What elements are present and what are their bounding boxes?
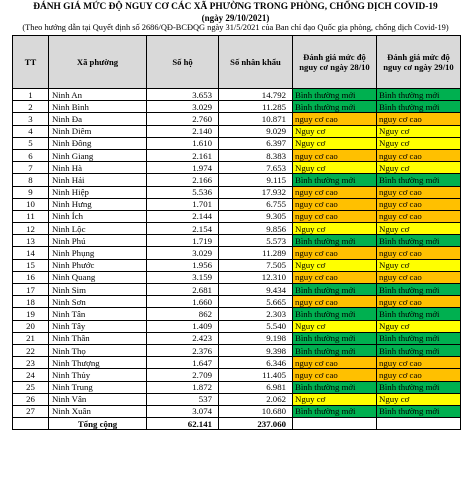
cell-assessment-29-10: Nguy cơ <box>377 125 461 137</box>
cell-ward: Ninh Trung <box>49 381 147 393</box>
cell-population: 10.680 <box>219 405 293 417</box>
table-row <box>13 344 461 356</box>
cell-households: 2.376 <box>147 344 219 356</box>
cell-households: 2.166 <box>147 174 219 186</box>
cell-assessment-29-10: Bình thường mới <box>377 235 461 247</box>
cell-assessment-28-10: Bình thường mới <box>293 235 377 247</box>
cell-tt: 27 <box>13 405 49 417</box>
cell-assessment-29-10: Nguy cơ <box>377 162 461 174</box>
cell-population: 9.198 <box>219 332 293 344</box>
cell-assessment-28-10: nguy cơ cao <box>293 186 377 198</box>
cell-population: 2.303 <box>219 308 293 320</box>
cell-assessment-28-10: Bình thường mới <box>293 332 377 344</box>
cell-assessment-29-10: Nguy cơ <box>377 393 461 405</box>
cell-tt: 5 <box>13 137 49 149</box>
cell-tt: 6 <box>13 149 49 161</box>
cell-ward: Ninh Vân <box>49 393 147 405</box>
cell-ward: Ninh Sơn <box>49 296 147 308</box>
table-row <box>13 357 461 369</box>
cell-assessment-29-10: nguy cơ cao <box>377 369 461 381</box>
table-row <box>13 308 461 320</box>
cell-tt: 3 <box>13 113 49 125</box>
table-row <box>13 381 461 393</box>
cell-population: 11.285 <box>219 101 293 113</box>
cell-assessment-29-10: Bình thường mới <box>377 101 461 113</box>
table-row <box>13 223 461 235</box>
cell-assessment-29-10: Bình thường mới <box>377 381 461 393</box>
cell-tt: 20 <box>13 320 49 332</box>
table-row <box>13 149 461 161</box>
cell-population: 6.346 <box>219 357 293 369</box>
cell-tt: 12 <box>13 223 49 235</box>
cell-households: 1.409 <box>147 320 219 332</box>
table-row <box>13 332 461 344</box>
cell-tt: 7 <box>13 162 49 174</box>
cell-tt: 11 <box>13 210 49 222</box>
cell-population: 11.405 <box>219 369 293 381</box>
cell-assessment-29-10: Bình thường mới <box>377 89 461 101</box>
cell-ward: Ninh Thân <box>49 332 147 344</box>
cell-households: 1.701 <box>147 198 219 210</box>
cell-ward: Ninh Hưng <box>49 198 147 210</box>
cell-assessment-29-10: Nguy cơ <box>377 259 461 271</box>
cell-assessment-28-10: Nguy cơ <box>293 320 377 332</box>
total-label: Tổng cộng <box>49 418 147 430</box>
cell-assessment-28-10: nguy cơ cao <box>293 247 377 259</box>
cell-assessment-29-10: Nguy cơ <box>377 137 461 149</box>
cell-households: 2.161 <box>147 149 219 161</box>
cell-assessment-29-10: Bình thường mới <box>377 284 461 296</box>
cell-households: 3.029 <box>147 247 219 259</box>
table-row <box>13 174 461 186</box>
cell-assessment-28-10: nguy cơ cao <box>293 198 377 210</box>
cell-population: 6.755 <box>219 198 293 210</box>
cell-assessment-29-10: Bình thường mới <box>377 332 461 344</box>
cell-ward: Ninh Hiệp <box>49 186 147 198</box>
cell-ward: Ninh An <box>49 89 147 101</box>
cell-assessment-29-10: nguy cơ cao <box>377 210 461 222</box>
cell-tt: 26 <box>13 393 49 405</box>
cell-assessment-28-10: Bình thường mới <box>293 405 377 417</box>
cell-population: 9.434 <box>219 284 293 296</box>
cell-population: 5.573 <box>219 235 293 247</box>
cell-assessment-29-10: Nguy cơ <box>377 320 461 332</box>
cell-households: 1.610 <box>147 137 219 149</box>
cell-ward: Ninh Thượng <box>49 357 147 369</box>
cell-ward: Ninh Bình <box>49 101 147 113</box>
total-row <box>13 418 461 430</box>
risk-assessment-table <box>12 35 461 430</box>
cell-population: 9.305 <box>219 210 293 222</box>
cell-tt: 1 <box>13 89 49 101</box>
cell-assessment-28-10: Nguy cơ <box>293 223 377 235</box>
cell-households: 3.029 <box>147 101 219 113</box>
table-row <box>13 198 461 210</box>
document-note: (Theo hướng dẫn tại Quyết định số 2686/QĐ-BCĐQG ngày 31/5/2021 của Ban chỉ đạo Quốc gia phòng, chống dịch Covid-19) <box>22 23 449 32</box>
cell-ward: Ninh Xuân <box>49 405 147 417</box>
cell-assessment-28-10: nguy cơ cao <box>293 149 377 161</box>
cell-households: 1.660 <box>147 296 219 308</box>
cell-ward: Ninh Đa <box>49 113 147 125</box>
cell-ward: Ninh Phước <box>49 259 147 271</box>
cell-ward: Ninh Lộc <box>49 223 147 235</box>
cell-assessment-29-10: nguy cơ cao <box>377 113 461 125</box>
cell-assessment-28-10: Nguy cơ <box>293 259 377 271</box>
cell-ward: Ninh Quang <box>49 271 147 283</box>
cell-population: 9.115 <box>219 174 293 186</box>
table-row <box>13 369 461 381</box>
cell-households: 537 <box>147 393 219 405</box>
cell-assessment-29-10: Nguy cơ <box>377 223 461 235</box>
cell-assessment-29-10: Bình thường mới <box>377 308 461 320</box>
cell-households: 1.647 <box>147 357 219 369</box>
cell-tt: 15 <box>13 259 49 271</box>
cell-ward: Ninh Sim <box>49 284 147 296</box>
cell-ward: Ninh Thọ <box>49 344 147 356</box>
cell-ward: Ninh Thủy <box>49 369 147 381</box>
header-households: Số hộ <box>147 36 219 89</box>
cell-tt: 25 <box>13 381 49 393</box>
cell-tt: 4 <box>13 125 49 137</box>
cell-assessment-29-10: nguy cơ cao <box>377 271 461 283</box>
cell-households: 2.154 <box>147 223 219 235</box>
cell-tt: 21 <box>13 332 49 344</box>
cell-ward: Ninh Phụng <box>49 247 147 259</box>
table-header-row <box>13 36 461 89</box>
cell-assessment-28-10: Bình thường mới <box>293 344 377 356</box>
table-row <box>13 235 461 247</box>
table-row <box>13 296 461 308</box>
table-row <box>13 320 461 332</box>
cell-households: 1.974 <box>147 162 219 174</box>
cell-assessment-28-10: nguy cơ cao <box>293 113 377 125</box>
cell-assessment-28-10: nguy cơ cao <box>293 357 377 369</box>
cell-assessment-28-10: Bình thường mới <box>293 101 377 113</box>
cell-assessment-28-10: Nguy cơ <box>293 162 377 174</box>
cell-tt: 18 <box>13 296 49 308</box>
cell-assessment-29-10: Bình thường mới <box>377 174 461 186</box>
cell-households: 1.872 <box>147 381 219 393</box>
cell-households: 5.536 <box>147 186 219 198</box>
cell-assessment-29-10: nguy cơ cao <box>377 247 461 259</box>
document-title: ĐÁNH GIÁ MỨC ĐỘ NGUY CƠ CÁC XÃ PHƯỜNG TRONG PHÒNG, CHỐNG DỊCH COVID-19 <box>33 2 438 12</box>
cell-households: 2.760 <box>147 113 219 125</box>
cell-households: 2.709 <box>147 369 219 381</box>
total-population: 237.060 <box>219 418 293 430</box>
cell-ward: Ninh Đông <box>49 137 147 149</box>
cell-population: 7.505 <box>219 259 293 271</box>
cell-households: 2.144 <box>147 210 219 222</box>
cell-tt: 13 <box>13 235 49 247</box>
cell-tt: 17 <box>13 284 49 296</box>
table-row <box>13 125 461 137</box>
cell-tt: 10 <box>13 198 49 210</box>
table-row <box>13 101 461 113</box>
cell-assessment-28-10: Bình thường mới <box>293 89 377 101</box>
header-assessment-28-10: Đánh giá mức độ nguy cơ ngày 28/10 <box>293 36 377 89</box>
cell-population: 8.383 <box>219 149 293 161</box>
cell-tt: 8 <box>13 174 49 186</box>
table-row <box>13 186 461 198</box>
cell-assessment-29-10: nguy cơ cao <box>377 296 461 308</box>
table-row <box>13 259 461 271</box>
cell-population: 7.653 <box>219 162 293 174</box>
cell-ward: Ninh Ích <box>49 210 147 222</box>
cell-population: 5.665 <box>219 296 293 308</box>
cell-households: 2.681 <box>147 284 219 296</box>
cell-assessment-28-10: Bình thường mới <box>293 174 377 186</box>
cell-assessment-28-10: nguy cơ cao <box>293 271 377 283</box>
cell-ward: Ninh Tân <box>49 308 147 320</box>
cell-assessment-28-10: Bình thường mới <box>293 308 377 320</box>
cell-households: 1.719 <box>147 235 219 247</box>
cell-tt: 22 <box>13 344 49 356</box>
cell-assessment-29-10: nguy cơ cao <box>377 357 461 369</box>
table-row <box>13 393 461 405</box>
cell-households: 1.956 <box>147 259 219 271</box>
document-date: (ngày 29/10/2021) <box>201 13 270 23</box>
cell-assessment-28-10: nguy cơ cao <box>293 296 377 308</box>
cell-population: 6.981 <box>219 381 293 393</box>
cell-population: 5.540 <box>219 320 293 332</box>
cell-households: 3.074 <box>147 405 219 417</box>
cell-population: 12.310 <box>219 271 293 283</box>
table-row <box>13 113 461 125</box>
cell-assessment-29-10: nguy cơ cao <box>377 198 461 210</box>
cell-assessment-28-10: Nguy cơ <box>293 393 377 405</box>
header-tt: TT <box>13 36 49 89</box>
cell-assessment-28-10: nguy cơ cao <box>293 369 377 381</box>
cell-tt: 19 <box>13 308 49 320</box>
cell-assessment-29-10: Bình thường mới <box>377 405 461 417</box>
cell-households: 862 <box>147 308 219 320</box>
table-row <box>13 89 461 101</box>
cell-population: 9.029 <box>219 125 293 137</box>
cell-population: 10.871 <box>219 113 293 125</box>
header-population: Số nhân khẩu <box>219 36 293 89</box>
cell-assessment-28-10: nguy cơ cao <box>293 210 377 222</box>
cell-population: 11.289 <box>219 247 293 259</box>
cell-households: 3.159 <box>147 271 219 283</box>
table-row <box>13 162 461 174</box>
cell-tt: 9 <box>13 186 49 198</box>
cell-tt: 14 <box>13 247 49 259</box>
cell-population: 17.932 <box>219 186 293 198</box>
table-row <box>13 210 461 222</box>
cell-ward: Ninh Phú <box>49 235 147 247</box>
cell-ward: Ninh Diêm <box>49 125 147 137</box>
cell-tt: 2 <box>13 101 49 113</box>
cell-assessment-28-10: Nguy cơ <box>293 137 377 149</box>
table-row <box>13 271 461 283</box>
header-assessment-29-10: Đánh giá mức độ nguy cơ ngày 29/10 <box>377 36 461 89</box>
cell-households: 2.423 <box>147 332 219 344</box>
table-row <box>13 247 461 259</box>
cell-assessment-29-10: nguy cơ cao <box>377 186 461 198</box>
cell-ward: Ninh Tây <box>49 320 147 332</box>
cell-ward: Ninh Giang <box>49 149 147 161</box>
total-households: 62.141 <box>147 418 219 430</box>
document-header <box>0 0 471 33</box>
cell-households: 2.140 <box>147 125 219 137</box>
table-body <box>13 89 461 418</box>
cell-ward: Ninh Hà <box>49 162 147 174</box>
cell-population: 14.792 <box>219 89 293 101</box>
cell-population: 6.397 <box>219 137 293 149</box>
cell-assessment-29-10: nguy cơ cao <box>377 149 461 161</box>
cell-tt: 23 <box>13 357 49 369</box>
cell-households: 3.653 <box>147 89 219 101</box>
cell-assessment-28-10: Bình thường mới <box>293 381 377 393</box>
cell-assessment-29-10: Bình thường mới <box>377 344 461 356</box>
cell-tt: 24 <box>13 369 49 381</box>
cell-ward: Ninh Hải <box>49 174 147 186</box>
table-row <box>13 137 461 149</box>
cell-population: 2.062 <box>219 393 293 405</box>
cell-assessment-28-10: Bình thường mới <box>293 284 377 296</box>
header-ward: Xã phường <box>49 36 147 89</box>
table-row <box>13 405 461 417</box>
table-row <box>13 284 461 296</box>
cell-population: 9.856 <box>219 223 293 235</box>
cell-assessment-28-10: Nguy cơ <box>293 125 377 137</box>
cell-population: 9.398 <box>219 344 293 356</box>
cell-tt: 16 <box>13 271 49 283</box>
